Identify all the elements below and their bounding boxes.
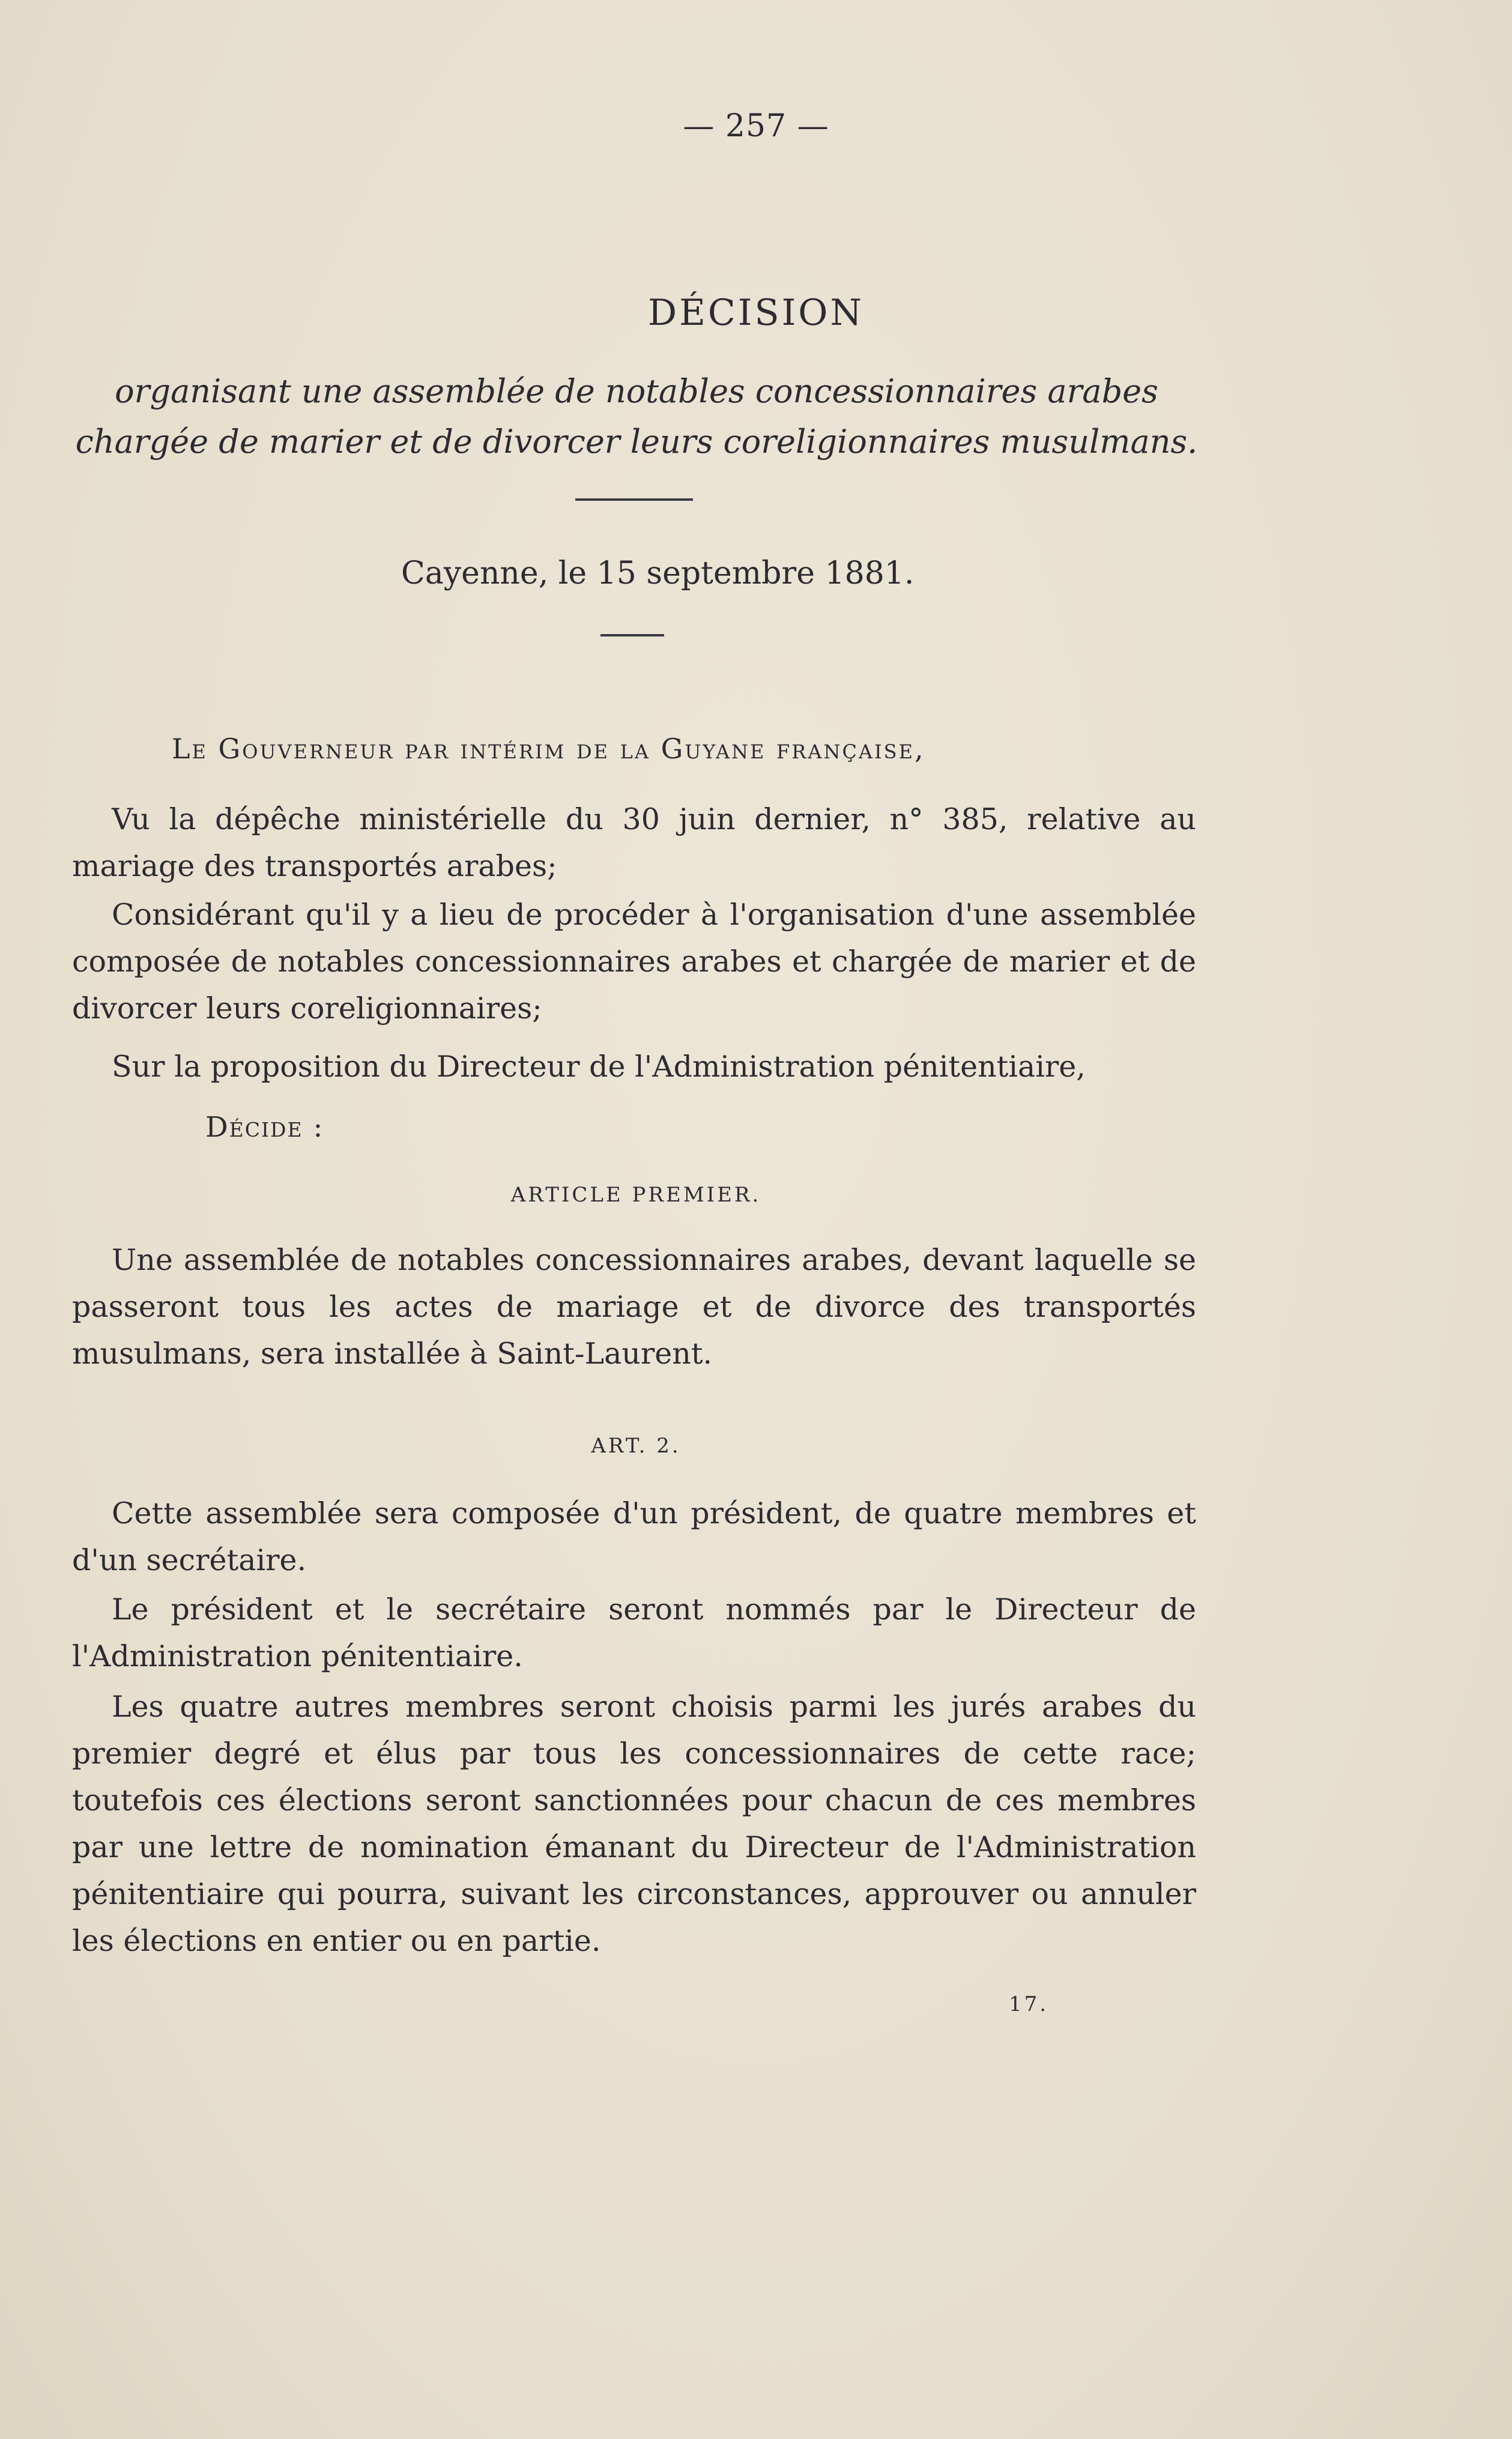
divider-rule	[575, 498, 693, 501]
document-title: DÉCISION	[647, 292, 864, 334]
signature-mark: 17.	[1009, 1992, 1049, 2016]
divider-rule-short	[600, 634, 664, 636]
article-paragraph: Cette assemblée sera composée d'un président, de quatre membres et d'un secrétaire.	[72, 1496, 1196, 1577]
article-heading: ARTICLE PREMIER.	[510, 1183, 761, 1207]
article-paragraph: Les quatre autres membres seront choisis parmi les jurés arabes du premier degré et élus par tous les concessionnaires de cette race; toutefois ces élections seront sanctionnées pour chacun de ces membres par une lettre de nomination émanant du Directeur de l'Administration pénitentiaire qui pourra, suivant les circonstances, approuver ou annuler les élections en entier ou en partie.	[72, 1690, 1196, 1958]
preamble-paragraph: Considérant qu'il y a lieu de procéder à l'organisation d'une assemblée composée de notables concessionnaires arabes et chargée de marier et de divorcer leurs coreligionnaires;	[72, 898, 1196, 1026]
place-date: Cayenne, le 15 septembre 1881.	[401, 555, 915, 591]
article-paragraph: Une assemblée de notables concessionnaires arabes, devant laquelle se passeront tous les actes de mariage et de divorce des transportés musulmans, sera installée à Saint-Laurent.	[72, 1243, 1196, 1371]
article-heading: ART. 2.	[591, 1434, 681, 1458]
document-subtitle: organisant une assemblée de notables concessionnaires arabes chargée de marier et de divorcer leurs coreligionnaires musulmans.	[75, 372, 1198, 461]
decide-label: Décide :	[205, 1111, 324, 1144]
article-paragraph: Le président et le secrétaire seront nommés par le Directeur de l'Administration pénitentiaire.	[72, 1592, 1196, 1673]
page-number: — 257 —	[683, 108, 829, 144]
preamble-paragraph: Vu la dépêche ministérielle du 30 juin dernier, n° 385, relative au mariage des transportés arabes;	[72, 802, 1196, 883]
preamble-paragraph: Sur la proposition du Directeur de l'Administration pénitentiaire,	[112, 1050, 1086, 1084]
authority-line: Le Gouverneur par intérim de la Guyane française,	[172, 733, 925, 765]
